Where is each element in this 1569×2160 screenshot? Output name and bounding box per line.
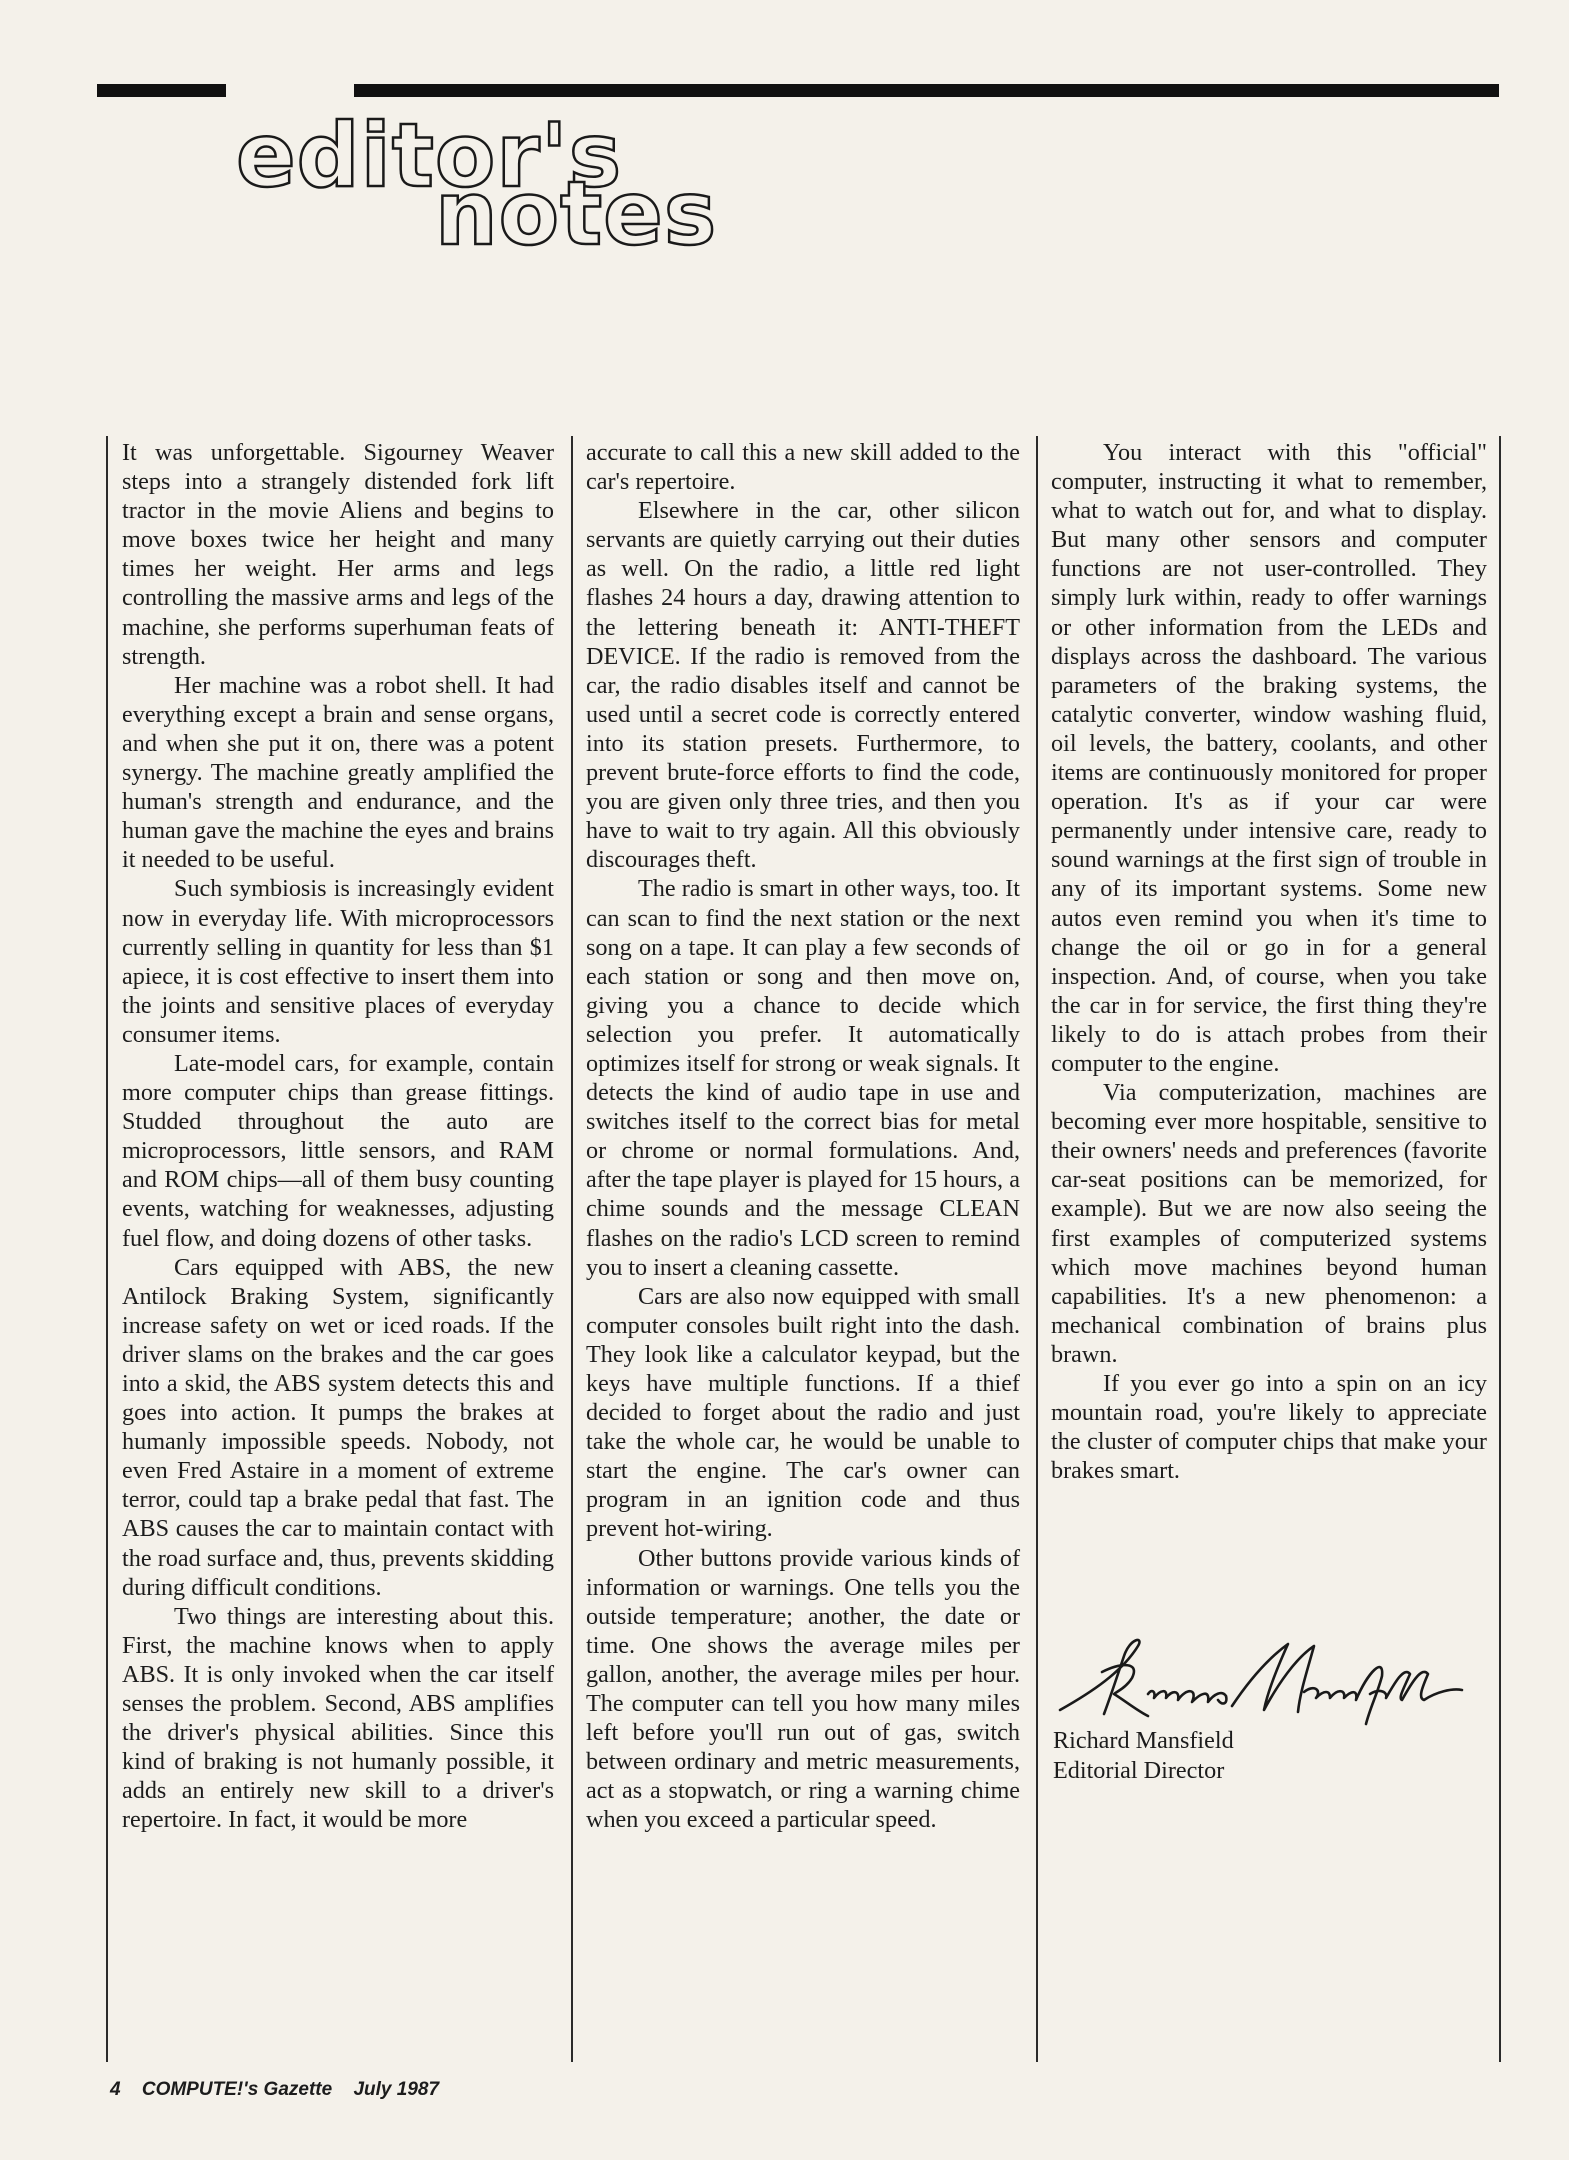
page-number: 4 [110, 2079, 121, 2100]
paragraph: You interact with this "official" computer, instructing it what to remember, what to watch out for, and what to display. But many other sensors and computer functions are not user-controlled. They simply lurk within, ready to offer warnings or other information from the LEDs and displays across the dashboard. The various parameters of the braking systems, the catalytic converter, window washing fluid, oil levels, the battery, coolants, and other items are continuously monitored for proper operation. It's as if your car were permanently under intensive care, ready to sound warnings at the first sign of trouble in any of its important systems. Some new autos even remind you when it's time to change the oil or go in for a general inspection. And, of course, when you take the car in for service, the first thing they're likely to do is attach probes from their computer to the engine. [1051, 439, 1487, 1077]
paragraph: The radio is smart in other ways, too. It can scan to find the next station or the next song on a tape. It can play a few seconds of each station or song and then move on, giving you a chance to decide which selection you prefer. It automatically optimizes itself for strong or weak signals. It detects the kind of audio tape in use and switches itself to the correct bias for metal or chrome or normal formulations. And, after the tape player is played for 15 hours, a chime sounds and the message CLEAN flashes on the radio's LCD screen to remind you to insert a cleaning cassette. [586, 875, 1020, 1281]
paragraph: Cars are also now equipped with small computer consoles built right into the dash. They look like a calculator keypad, but the keys have multiple functions. If a thief decided to forget about the radio and just take the whole car, he would be unable to start the engine. The car's owner can program in an ignition code and thus prevent hot-wiring. [586, 1282, 1020, 1543]
masthead-rule-gap [226, 80, 354, 102]
author-title: Editorial Director [1053, 1757, 1225, 1784]
handwritten-signature [1052, 1632, 1492, 1732]
masthead-title-line2: notes [435, 162, 718, 265]
article-column-1 [122, 438, 554, 1835]
column-rule-right [1499, 436, 1501, 2062]
article-column-2 [586, 438, 1020, 1835]
page-footer [110, 2079, 455, 2101]
paragraph: accurate to call this a new skill added to the car's repertoire. [586, 439, 1020, 496]
article-column-3 [1051, 438, 1487, 1485]
paragraph: Late-model cars, for example, contain more computer chips than grease fittings. Studded throughout the auto are microprocessors, little sensors, and RAM and ROM chips—all of them busy counting events, watching for weaknesses, adjusting fuel flow, and doing dozens of other tasks. [122, 1049, 554, 1252]
paragraph: Her machine was a robot shell. It had everything except a brain and sense organs, and when she put it on, there was a potent synergy. The machine greatly amplified the human's strength and endurance, and the human gave the machine the eyes and brains it needed to be useful. [122, 671, 554, 874]
paragraph: If you ever go into a spin on an icy mountain road, you're likely to appreciate the cluster of computer chips that make your brakes smart. [1051, 1370, 1487, 1485]
author-name: Richard Mansfield [1053, 1727, 1234, 1754]
masthead-title-line1: editor's [236, 104, 623, 207]
issue-date: July 1987 [353, 2079, 440, 2100]
paragraph: Such symbiosis is increasingly evident now in everyday life. With microprocessors currently selling in quantity for less than $1 apiece, it is cost effective to insert them into the joints and sensitive places of everyday consumer items. [122, 875, 554, 1048]
paragraph: Other buttons provide various kinds of information or warnings. One tells you the outside temperature; another, the date or time. One shows the average miles per gallon, another, the average miles per hour. The computer can tell you how many miles left before you'll run out of gas, switch between ordinary and metric measurements, act as a stopwatch, or ring a warning chime when you exceed a particular speed. [586, 1544, 1020, 1834]
column-rule-1 [571, 436, 573, 2062]
paragraph: Via computerization, machines are becoming ever more hospitable, sensitive to their owners' needs and preferences (favorite car-seat positions can be memorized, for example). But we are now also seeing the first examples of computerized systems which move machines beyond human capabilities. It's a new phenomenon: a mechanical combination of brains plus brawn. [1051, 1079, 1487, 1368]
paragraph: Elsewhere in the car, other silicon servants are quietly carrying out their duties as well. On the radio, a little red light flashes 24 hours a day, drawing attention to the lettering beneath it: ANTI-THEFT DEVICE. If the radio is removed from the car, the radio disables itself and cannot be used until a secret code is correctly entered into its station presets. Furthermore, to prevent brute-force efforts to find the code, you are given only three tries, and then you have to wait to try again. All this obviously discourages theft. [586, 497, 1020, 874]
publication-name: COMPUTE!'s Gazette [141, 2079, 333, 2100]
paragraph: Two things are interesting about this. First, the machine knows when to apply ABS. It is only invoked when the car itself senses the problem. Second, ABS amplifies the driver's physical abilities. Since this kind of braking is not humanly possible, it adds an entirely new skill to a driver's repertoire. In fact, it would be more [122, 1602, 554, 1834]
column-rule-2 [1036, 436, 1038, 2062]
column-rule-left [106, 436, 108, 2062]
paragraph: It was unforgettable. Sigourney Weaver steps into a strangely distended fork lift tractor in the movie Aliens and begins to move boxes twice her height and many times her weight. Her arms and legs controlling the massive arms and legs of the machine, she performs superhuman feats of strength. [122, 439, 554, 670]
paragraph: Cars equipped with ABS, the new Antilock Braking System, significantly increase safety on wet or iced roads. If the driver slams on the brakes and the car goes into a skid, the ABS system detects this and goes into action. It pumps the brakes at humanly impossible speeds. Nobody, not even Fred Astaire in a moment of extreme terror, could tap a brake pedal that fast. The ABS causes the car to maintain contact with the road surface and, thus, prevents skidding during difficult conditions. [122, 1253, 554, 1601]
